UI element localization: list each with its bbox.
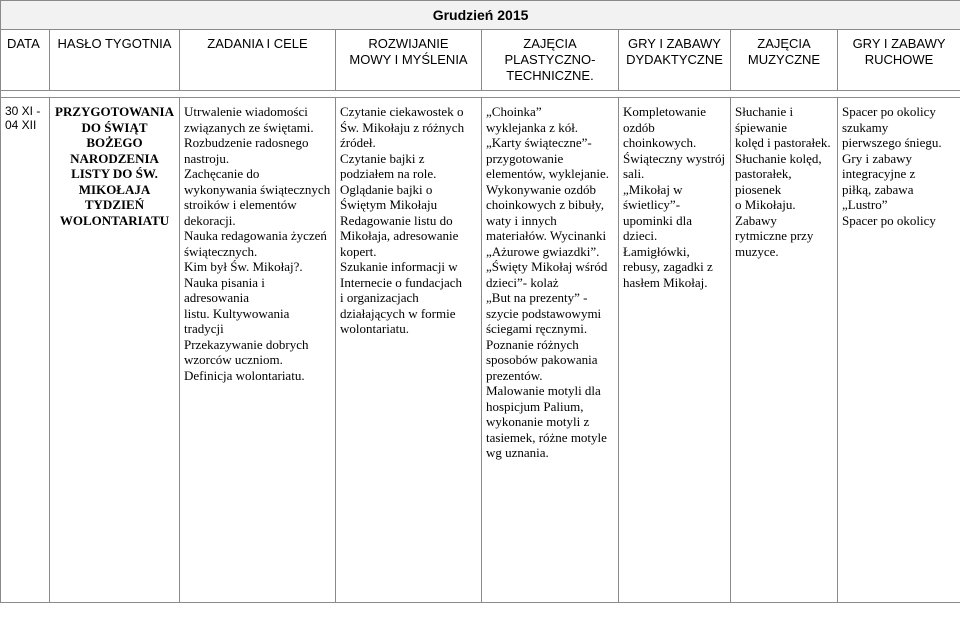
title-row bbox=[1, 1, 960, 30]
cell-movement: Spacer po okolicy szukamy pierwszego śniegu. Gry i zabawy integracyjne z piłką, zabawa „Lustro” Spacer po okolicy bbox=[838, 98, 960, 603]
header-didactic: GRY I ZABAWY DYDAKTYCZNE bbox=[619, 30, 731, 91]
week-row bbox=[1, 98, 960, 603]
header-row bbox=[1, 30, 960, 91]
cell-date: 30 XI - 04 XII bbox=[1, 98, 50, 603]
header-music: ZAJĘCIA MUZYCZNE bbox=[731, 30, 838, 91]
cell-music: Słuchanie i śpiewanie kolęd i pastorałek. Słuchanie kolęd, pastorałek, piosenek o Mikołaju. Zabawy rytmiczne przy muzyce. bbox=[731, 98, 838, 603]
cell-didactic: Kompletowanie ozdób choinkowych. Świąteczny wystrój sali. „Mikołaj w świetlicy”- upominki dla dzieci. Łamigłówki, rebusy, zagadki z hasłem Mikołaj. bbox=[619, 98, 731, 603]
spacer-cell bbox=[1, 91, 960, 98]
header-speech: ROZWIJANIE MOWY I MYŚLENIA bbox=[336, 30, 482, 91]
spacer-row bbox=[1, 91, 960, 98]
cell-speech: Czytanie ciekawostek o Św. Mikołaju z różnych źródeł. Czytanie bajki z podziałem na role. Oglądanie bajki o Świętym Mikołaju Redagowanie listu do Mikołaja, adresowanie kopert. Szukanie informacji w Internecie o fundacjach i organizacjach działających w formie wolontariatu. bbox=[336, 98, 482, 603]
cell-art: „Choinka” wyklejanka z kół. „Karty świąteczne”- przygotowanie elementów, wyklejanie. Wykonywanie ozdób choinkowych z bibuły, waty i innych materiałów. Wycinanki „Ażurowe gwiazdki”. „Święty Mikołaj wśród dzieci”- kolaż „But na prezenty” - szycie podstawowymi ściegami ręcznymi. Poznanie różnych sposobów pakowania prezentów. Malowanie motyli dla hospicjum Palium, wykonanie motyli z tasiemek, różne motyle wg uznania. bbox=[482, 98, 619, 603]
page-title: Grudzień 2015 bbox=[1, 1, 960, 30]
cell-theme: PRZYGOTOWANIA DO ŚWIĄT BOŻEGO NARODZENIA LISTY DO ŚW. MIKOŁAJA TYDZIEŃ WOLONTARIATU bbox=[50, 98, 180, 603]
header-theme: HASŁO TYGOTNIA bbox=[50, 30, 180, 91]
header-date: DATA bbox=[1, 30, 50, 91]
header-tasks: ZADANIA I CELE bbox=[180, 30, 336, 91]
header-art: ZAJĘCIA PLASTYCZNO- TECHNICZNE. bbox=[482, 30, 619, 91]
cell-tasks: Utrwalenie wiadomości związanych ze świętami. Rozbudzenie radosnego nastroju. Zachęcanie do wykonywania świątecznych stroików i elementów dekoracji. Nauka redagowania życzeń świątecznych. Kim był Św. Mikołaj?. Nauka pisania i adresowania listu. Kultywowania tradycji Przekazywanie dobrych wzorców uczniom. Definicja wolontariatu. bbox=[180, 98, 336, 603]
header-movement: GRY I ZABAWY RUCHOWE bbox=[838, 30, 960, 91]
